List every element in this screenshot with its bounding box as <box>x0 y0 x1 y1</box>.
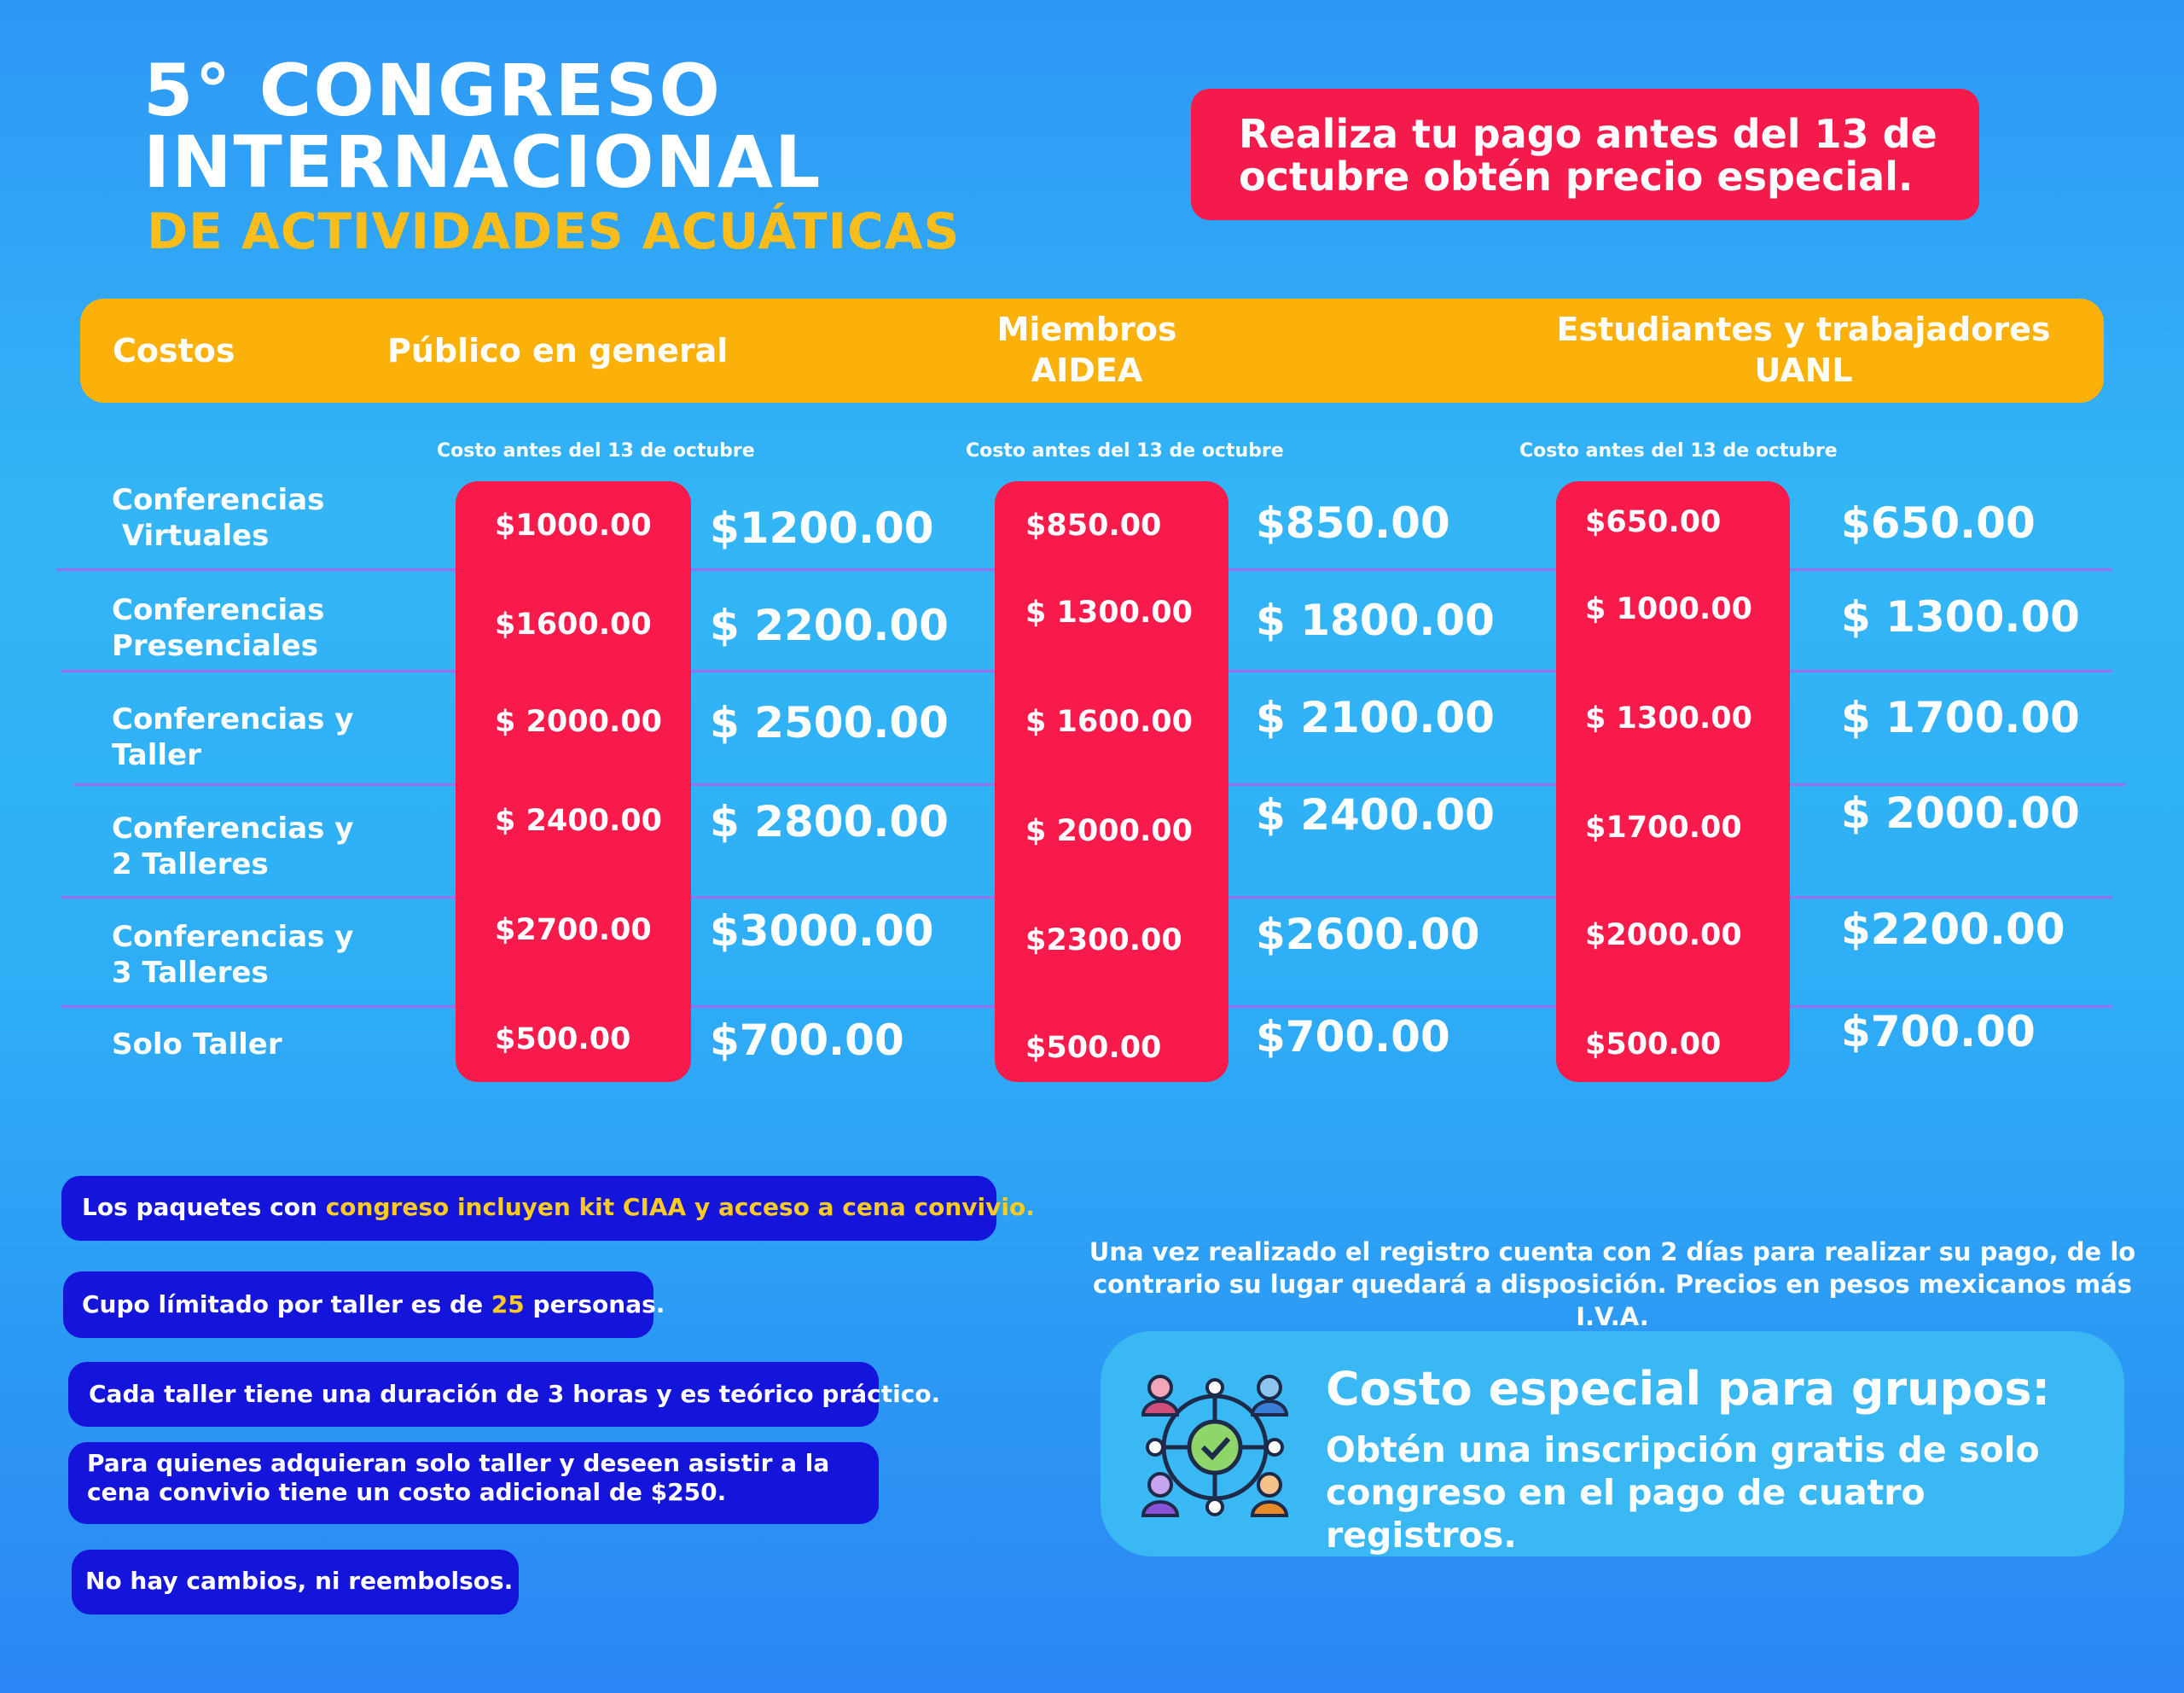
promo-banner <box>1191 89 1979 220</box>
title-line-2: INTERNACIONAL <box>143 120 822 204</box>
header-miembros-line1: Miembros <box>996 311 1177 348</box>
price-early-miembros: $ 1300.00 <box>1025 596 1193 630</box>
price-miembros: $ 2100.00 <box>1256 693 1495 742</box>
price-early-miembros: $2300.00 <box>1025 923 1182 957</box>
header-miembros-line2: AIDEA <box>1031 352 1143 389</box>
price-early-publico: $1000.00 <box>495 509 652 543</box>
price-publico: $700.00 <box>710 1015 904 1065</box>
early-price-column-publico <box>456 481 691 1082</box>
row-label-line2: 3 Talleres <box>112 956 269 990</box>
price-early-estudiantes: $1700.00 <box>1585 811 1742 845</box>
info-kit <box>61 1176 1035 1241</box>
group-title: Costo especial para grupos: <box>1326 1362 2051 1416</box>
group-discount-box <box>1101 1331 2124 1556</box>
info-cena-text: Para quienes adquieran solo taller y deseen asistir a la cena convivio tiene un costo adicional de $250. <box>87 1449 830 1506</box>
table-header <box>80 299 2104 403</box>
info-reembolso-text: No hay cambios, ni reembolsos. <box>85 1567 514 1595</box>
price-publico: $3000.00 <box>710 906 934 956</box>
promo-text: Realiza tu pago antes del 13 de octubre obtén precio especial. <box>1239 111 1937 200</box>
price-early-miembros: $500.00 <box>1025 1031 1162 1065</box>
row-label-line2: 2 Talleres <box>112 847 269 881</box>
row-label <box>112 482 324 554</box>
row-label-line1: Conferencias <box>112 483 325 517</box>
row-label-line1: Conferencias y <box>112 920 354 954</box>
row-label-line1: Conferencias y <box>112 812 354 846</box>
price-miembros: $850.00 <box>1256 498 1450 548</box>
header-costos: Costos <box>113 332 235 369</box>
price-early-estudiantes: $650.00 <box>1585 505 1722 539</box>
price-early-publico: $ 2400.00 <box>495 804 662 838</box>
header-miembros <box>942 309 1232 391</box>
info-cupo-text-end: personas. <box>524 1290 665 1318</box>
row-label <box>112 919 353 991</box>
row-label <box>112 592 324 664</box>
row-label <box>112 701 353 773</box>
group-subtitle: Obtén una inscripción gratis de solo congreso en el pago de cuatro registros. <box>1326 1429 2040 1556</box>
info-duracion <box>68 1362 941 1427</box>
price-early-estudiantes: $ 1300.00 <box>1585 701 1752 736</box>
title-line-1: 5° CONGRESO <box>143 49 722 132</box>
price-estudiantes: $700.00 <box>1841 1007 2036 1056</box>
info-cupo <box>63 1271 665 1338</box>
early-note-publico: Costo antes del 13 de octubre <box>437 440 755 462</box>
header-estudiantes-line2: UANL <box>1754 352 1853 389</box>
price-early-publico: $2700.00 <box>495 913 652 947</box>
info-kit-text: Los paquetes con <box>82 1193 326 1221</box>
info-kit-highlight: congreso incluyen kit CIAA y acceso a cena convivio. <box>325 1193 1035 1221</box>
price-early-miembros: $ 1600.00 <box>1025 705 1193 739</box>
row-label-line1: Conferencias y <box>112 702 354 736</box>
price-estudiantes: $ 2000.00 <box>1841 788 2080 838</box>
price-miembros: $700.00 <box>1256 1012 1450 1062</box>
price-early-publico: $500.00 <box>495 1022 631 1056</box>
price-estudiantes: $ 1700.00 <box>1841 693 2080 742</box>
header-estudiantes-line1: Estudiantes y trabajadores <box>1556 311 2051 348</box>
row-label-line2: Virtuales <box>112 519 270 553</box>
info-cena <box>68 1442 879 1524</box>
row-label-line1: Conferencias <box>112 593 325 627</box>
price-estudiantes: $650.00 <box>1841 498 2036 548</box>
row-label-line1: Solo Taller <box>112 1027 282 1062</box>
price-early-miembros: $850.00 <box>1025 509 1162 543</box>
info-duracion-text: Cada taller tiene una duración de 3 horas y es teórico práctico. <box>89 1380 941 1408</box>
early-note-miembros: Costo antes del 13 de octubre <box>966 440 1284 462</box>
price-publico: $ 2800.00 <box>710 797 949 846</box>
info-reembolso <box>72 1550 519 1614</box>
title-line-3: DE ACTIVIDADES ACUÁTICAS <box>147 202 961 260</box>
price-early-estudiantes: $ 1000.00 <box>1585 592 1752 626</box>
price-publico: $ 2500.00 <box>710 698 949 748</box>
info-cupo-number: 25 <box>491 1290 525 1318</box>
price-early-estudiantes: $500.00 <box>1585 1027 1722 1062</box>
early-price-column-estudiantes <box>1556 481 1790 1082</box>
info-cupo-text: Cupo límitado por taller es de <box>82 1290 491 1318</box>
price-miembros: $2600.00 <box>1256 910 1480 959</box>
group-network-icon <box>1138 1370 1292 1524</box>
price-early-miembros: $ 2000.00 <box>1025 814 1193 848</box>
price-estudiantes: $ 1300.00 <box>1841 592 2080 642</box>
price-miembros: $ 2400.00 <box>1256 790 1495 840</box>
row-label-line2: Taller <box>112 738 201 772</box>
price-publico: $1200.00 <box>710 503 934 553</box>
price-early-estudiantes: $2000.00 <box>1585 918 1742 952</box>
payment-notice: Una vez realizado el registro cuenta con 2 días para realizar su pago, de lo contrario su lugar quedará a disposición. Precios en pesos mexicanos más I.V.A. <box>1089 1237 2136 1331</box>
early-note-estudiantes: Costo antes del 13 de octubre <box>1519 440 1838 462</box>
price-estudiantes: $2200.00 <box>1841 905 2065 954</box>
header-publico: Público en general <box>387 332 729 369</box>
price-early-publico: $ 2000.00 <box>495 705 662 739</box>
price-early-publico: $1600.00 <box>495 608 652 642</box>
row-label <box>112 811 353 882</box>
row-label <box>112 1027 282 1062</box>
header-estudiantes <box>1548 309 2059 391</box>
row-label-line2: Presenciales <box>112 629 318 663</box>
price-miembros: $ 1800.00 <box>1256 596 1495 645</box>
price-publico: $ 2200.00 <box>710 601 949 650</box>
early-price-column-miembros <box>995 481 1228 1082</box>
